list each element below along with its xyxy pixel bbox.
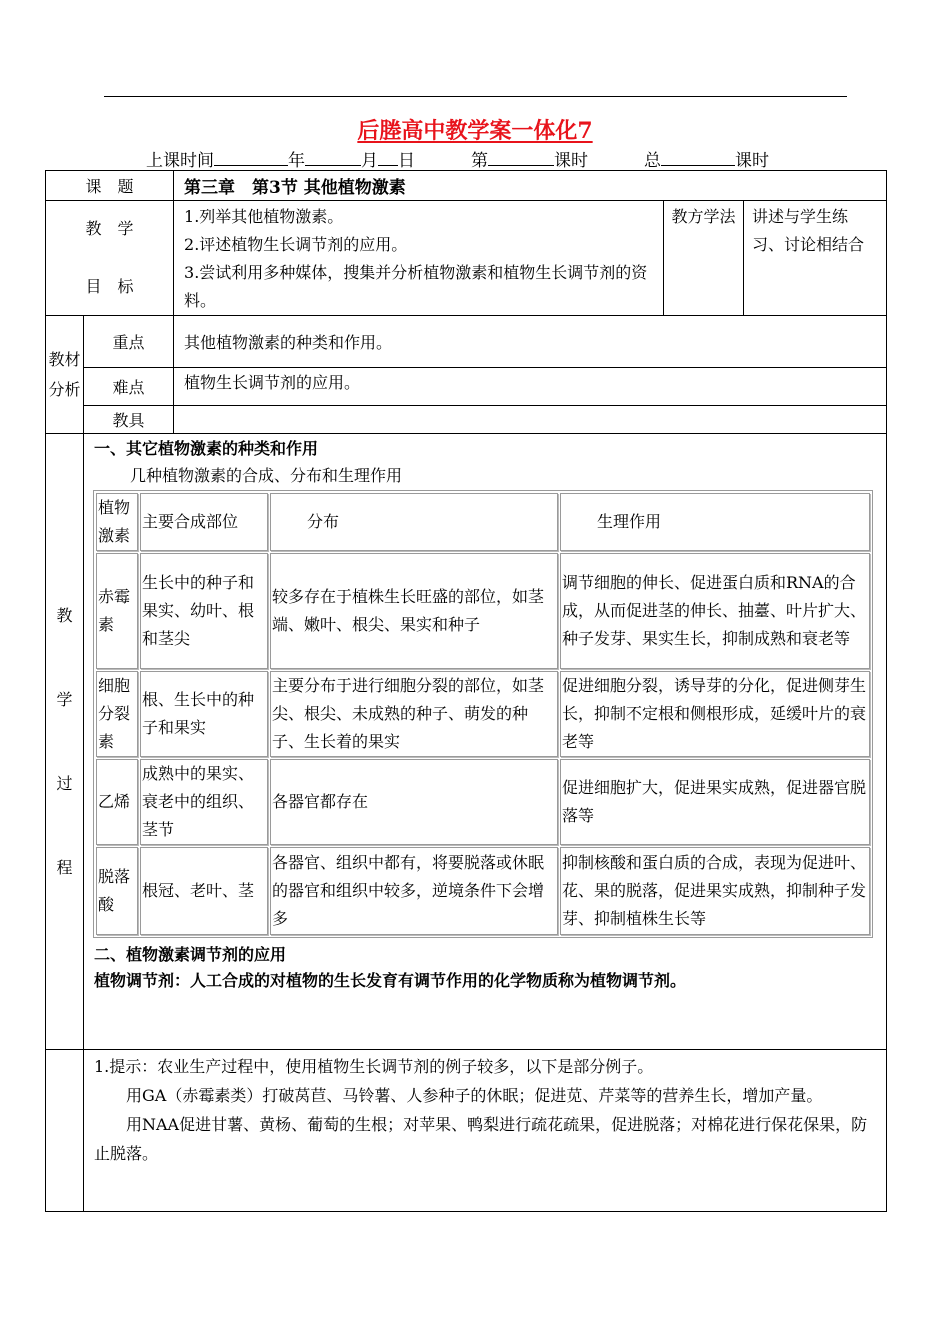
hormone-header-cell: 植物激素	[96, 493, 138, 551]
section1-title: 一、其它植物激素的种类和作用	[94, 439, 319, 458]
objective-item: 2.评述植物生长调节剂的应用。	[184, 235, 408, 254]
lesson-plan-table	[45, 170, 887, 1212]
analysis-item-label: 重点	[84, 316, 174, 368]
hormone-function: 促进细胞扩大，促进果实成熟，促进器官脱落等	[560, 759, 870, 845]
hormone-header-row	[96, 493, 870, 551]
document-title: 后塍高中教学案一体化7	[357, 118, 593, 144]
hormone-header-cell: 主要合成部位	[140, 493, 268, 551]
hormone-distribution: 主要分布于进行细胞分裂的部位，如茎尖、根尖、未成熟的种子、萌发的种子、生长着的果实	[270, 671, 558, 757]
notes-row	[46, 1050, 887, 1212]
hormone-header-cell: 分布	[270, 493, 558, 551]
hormone-header-cell: 生理作用	[560, 493, 870, 551]
process-label	[46, 434, 84, 1050]
note-line: 用NAA促进甘薯、黄杨、葡萄的生根；对苹果、鸭梨进行疏花疏果，促进脱落；对棉花进行保花保果，防止脱落。	[94, 1115, 868, 1163]
hormone-distribution: 较多存在于植株生长旺盛的部位，如茎端、嫩叶、根尖、果实和种子	[270, 553, 558, 669]
analysis-item-value: 其他植物激素的种类和作用。	[174, 316, 887, 368]
analysis-row-difficulty	[46, 368, 887, 406]
topic-label: 课 题	[46, 171, 174, 201]
hormone-function: 抑制核酸和蛋白质的合成，表现为促进叶、花、果的脱落，促进果实成熟，抑制种子发芽、抑制植株生长等	[560, 847, 870, 935]
class-time-label: 上课时间	[146, 151, 214, 171]
class-info-line	[146, 146, 846, 171]
hormone-name: 脱落酸	[96, 847, 138, 935]
analysis-item-label: 难点	[84, 368, 174, 406]
analysis-row-tools	[46, 406, 887, 434]
hormone-row	[96, 759, 870, 845]
period-prefix: 第	[471, 151, 488, 171]
hormone-row	[96, 847, 870, 935]
hormone-distribution: 各器官都存在	[270, 759, 558, 845]
objective-item: 3.尝试利用多种媒体，搜集并分析植物激素和植物生长调节剂的资料。	[184, 263, 648, 310]
objectives-label	[46, 201, 174, 316]
objectives-list	[174, 201, 664, 316]
hormone-site: 根冠、老叶、茎	[140, 847, 268, 935]
hormone-function: 促进细胞分裂，诱导芽的分化，促进侧芽生长，抑制不定根和侧根形成，延缓叶片的衰老等	[560, 671, 870, 757]
hormone-name: 细胞分裂素	[96, 671, 138, 757]
analysis-label: 教材分析	[46, 316, 84, 434]
hormone-name: 乙烯	[96, 759, 138, 845]
total-blank	[661, 151, 735, 166]
day-label: 日	[398, 151, 415, 171]
hormone-row	[96, 671, 870, 757]
section2-definition: 植物调节剂：人工合成的对植物的生长发育有调节作用的化学物质称为植物调节剂。	[94, 971, 687, 990]
section1-subtitle: 几种植物激素的合成、分布和生理作用	[130, 466, 403, 485]
process-label-text: 教学过程	[56, 605, 73, 877]
period-blank	[488, 151, 554, 166]
hormone-name: 赤霉素	[96, 553, 138, 669]
objectives-label-top: 教 学	[85, 219, 134, 238]
process-content	[84, 434, 887, 1050]
hormone-site: 成熟中的果实、衰老中的组织、茎节	[140, 759, 268, 845]
note-line: 用GA（赤霉素类）打破莴苣、马铃薯、人参种子的休眠；促进苋、芹菜等的营养生长，增加产量。	[126, 1086, 823, 1105]
total-prefix: 总	[644, 151, 661, 171]
section2-title: 二、植物激素调节剂的应用	[94, 945, 287, 964]
method-label: 教方学法	[664, 201, 744, 316]
day-blank	[378, 151, 398, 166]
hormone-row	[96, 553, 870, 669]
hormone-function: 调节细胞的伸长、促进蛋白质和RNA的合成，从而促进茎的伸长、抽薹、叶片扩大、种子发芽、果实生长，抑制成熟和衰老等	[560, 553, 870, 669]
topic-value: 第三章 第3节 其他植物激素	[174, 171, 887, 201]
hormone-site: 生长中的种子和果实、幼叶、根和茎尖	[140, 553, 268, 669]
analysis-item-label: 教具	[84, 406, 174, 434]
month-label: 月	[361, 151, 378, 171]
year-blank	[214, 151, 288, 166]
objectives-row	[46, 201, 887, 316]
total-suffix: 课时	[735, 151, 769, 171]
hormone-site: 根、生长中的种子和果实	[140, 671, 268, 757]
hormone-distribution: 各器官、组织中都有，将要脱落或休眠的器官和组织中较多，逆境条件下会增多	[270, 847, 558, 935]
objectives-label-bottom: 目 标	[85, 277, 134, 296]
notes-label-empty	[46, 1050, 84, 1212]
analysis-item-value	[174, 406, 887, 434]
hormone-table	[93, 490, 873, 938]
process-row	[46, 434, 887, 1050]
year-label: 年	[288, 151, 305, 171]
notes-content	[84, 1050, 887, 1212]
method-value: 讲述与学生练习、讨论相结合	[744, 201, 887, 316]
month-blank	[305, 151, 361, 166]
objective-item: 1.列举其他植物激素。	[184, 207, 344, 226]
note-line: 1.提示：农业生产过程中，使用植物生长调节剂的例子较多，以下是部分例子。	[94, 1057, 654, 1076]
analysis-row-key	[46, 316, 887, 368]
period-suffix: 课时	[554, 151, 588, 171]
topic-row	[46, 171, 887, 201]
header-rule	[104, 96, 847, 97]
analysis-item-value: 植物生长调节剂的应用。	[174, 368, 887, 406]
